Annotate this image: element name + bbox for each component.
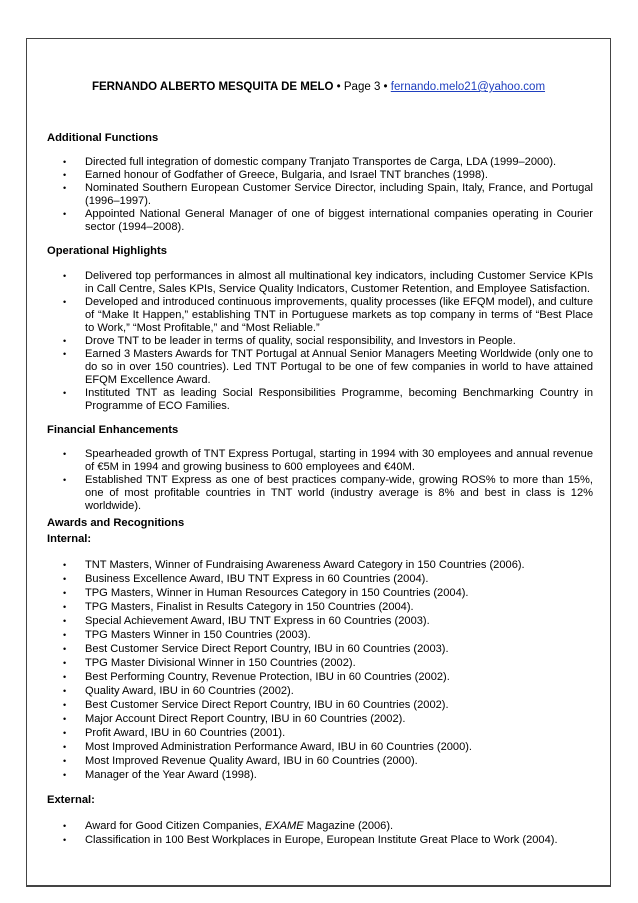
list-item (47, 296, 593, 335)
bullet-icon: • (63, 336, 67, 346)
bullet-icon: • (63, 388, 67, 398)
list-item (47, 586, 593, 600)
bullet-icon: • (63, 574, 67, 584)
bullet-icon: • (63, 560, 67, 570)
bullet-icon: • (63, 742, 67, 752)
list-item (47, 335, 593, 348)
item-text: Best Performing Country, Revenue Protection, IBU in 60 Countries (2002). (85, 671, 450, 683)
list-item (47, 684, 593, 698)
item-text: Directed full integration of domestic company Tranjato Transportes de Carga, LDA (1999–2000). (85, 156, 557, 168)
item-text: Nominated Southern European Customer Service Director, including Spain, Italy, France, and Portugal (1996–1997). (85, 182, 593, 207)
email-link[interactable]: fernando.melo21@yahoo.com (390, 81, 546, 93)
section-operational-highlights (47, 244, 593, 413)
bullet-icon: • (63, 630, 67, 640)
item-text: Most Improved Administration Performance Award, IBU in 60 Countries (2000). (85, 741, 473, 753)
header-separator: • (336, 81, 341, 93)
item-text: Major Account Direct Report Country, IBU in 60 Countries (2002). (85, 713, 406, 725)
item-text: Best Customer Service Direct Report Country, IBU in 60 Countries (2002). (85, 699, 449, 711)
bullet-icon: • (63, 644, 67, 654)
list-item (47, 169, 593, 182)
item-text: Classification in 100 Best Workplaces in Europe, European Institute Great Place to Work (2004). (85, 834, 558, 846)
section-title: Financial Enhancements (47, 424, 179, 436)
bullet-icon: • (63, 297, 67, 307)
item-text: Best Customer Service Direct Report Country, IBU in 60 Countries (2003). (85, 643, 449, 655)
section-title: Awards and Recognitions (47, 517, 185, 529)
item-text: Most Improved Revenue Quality Award, IBU in 60 Countries (2000). (85, 755, 418, 767)
bullet-icon: • (63, 728, 67, 738)
bullet-list (47, 448, 593, 513)
list-item (47, 600, 593, 614)
list-item (47, 819, 593, 833)
item-text: Drove TNT to be leader in terms of quality, social responsibility, and Investors in People. (85, 335, 516, 347)
item-text: Earned honour of Godfather of Greece, Bulgaria, and Israel TNT branches (1998). (85, 169, 488, 181)
list-item (47, 558, 593, 572)
item-text: TPG Masters, Finalist in Results Category in 150 Countries (2004). (85, 601, 414, 613)
list-item (47, 448, 593, 474)
bullet-icon: • (63, 770, 67, 780)
item-text: Manager of the Year Award (1998). (85, 769, 257, 781)
list-item (47, 182, 593, 208)
bullet-icon: • (63, 588, 67, 598)
bullet-icon: • (63, 616, 67, 626)
section-additional-functions (47, 131, 593, 234)
candidate-name: FERNANDO ALBERTO MESQUITA DE MELO (91, 81, 334, 93)
item-text: Profit Award, IBU in 60 Countries (2001). (85, 727, 286, 739)
list-item (47, 387, 593, 413)
list-item (47, 726, 593, 740)
item-text: Magazine (2006). (303, 820, 394, 832)
bullet-icon: • (63, 170, 67, 180)
bullet-icon: • (63, 672, 67, 682)
item-text: Spearheaded growth of TNT Express Portugal, starting in 1994 with 30 employees and annual revenue of €5M in 1994 and growing business to 600 employees and €40M. (85, 448, 593, 473)
resume-body (47, 131, 593, 847)
header-separator: • (383, 81, 388, 93)
list-item (47, 754, 593, 768)
subsection-title-internal: Internal: (47, 533, 92, 545)
item-text: Earned 3 Masters Awards for TNT Portugal at Annual Senior Managers Meeting Worldwide (only one to do so in over 150 countries). Led TNT Portugal to be one of few companies in world to have attained EFQM Excellence Award. (85, 348, 593, 386)
section-awards (47, 516, 593, 782)
list-item (47, 670, 593, 684)
bullet-list (47, 156, 593, 234)
bullet-icon: • (63, 658, 67, 668)
list-item (47, 270, 593, 296)
bullet-icon: • (63, 714, 67, 724)
item-text: TNT Masters, Winner of Fundraising Awareness Award Category in 150 Countries (2006). (85, 559, 525, 571)
bullet-icon: • (63, 756, 67, 766)
item-text: Developed and introduced continuous improvements, quality processes (like EFQM model), and culture of “Make It Happen,” establishing TNT in Portuguese markets as top company in terms of “Best Place to Work,” “Most Profitable,” and “Most Reliable.” (85, 296, 593, 334)
bullet-icon: • (63, 700, 67, 710)
item-text: Quality Award, IBU in 60 Countries (2002). (85, 685, 294, 697)
item-text: TPG Master Divisional Winner in 150 Countries (2002). (85, 657, 356, 669)
list-item (47, 572, 593, 586)
item-text: Established TNT Express as one of best practices company-wide, growing ROS% to more than 15%, one of most profitable countries in TNT world (industry average is 8% and best in class is 12% worldwide). (85, 474, 593, 512)
item-text: Instituted TNT as leading Social Responsibilities Programme, becoming Benchmarking Country in Programme of ECO Families. (85, 387, 593, 412)
bullet-icon: • (63, 821, 67, 831)
magazine-name: EXAME (264, 820, 304, 832)
section-title: Additional Functions (47, 132, 159, 144)
page-header (27, 81, 610, 93)
page-number: Page 3 (343, 81, 381, 93)
bullet-icon: • (63, 271, 67, 281)
bullet-icon: • (63, 209, 67, 219)
list-item (47, 348, 593, 387)
section-title: Operational Highlights (47, 245, 167, 257)
page-frame (26, 38, 611, 887)
bullet-icon: • (63, 602, 67, 612)
bullet-icon: • (63, 686, 67, 696)
item-text: Delivered top performances in almost all multinational key indicators, including Customer Service KPIs in Call Centre, Sales KPIs, Service Quality Indicators, Customer Retention, and Employee Satisfaction. (85, 270, 593, 295)
bullet-list (47, 270, 593, 413)
section-external-awards (47, 793, 593, 847)
list-item (47, 208, 593, 234)
item-text: Business Excellence Award, IBU TNT Express in 60 Countries (2004). (85, 573, 429, 585)
list-item (47, 833, 593, 847)
bullet-icon: • (63, 349, 67, 359)
list-item (47, 768, 593, 782)
list-item (47, 712, 593, 726)
bullet-list (47, 819, 593, 847)
list-item (47, 698, 593, 712)
bullet-icon: • (63, 157, 67, 167)
bullet-icon: • (63, 183, 67, 193)
list-item (47, 614, 593, 628)
list-item (47, 474, 593, 513)
item-text: Appointed National General Manager of one of biggest international companies operating in Courier sector (1994–2008). (85, 208, 593, 233)
list-item (47, 656, 593, 670)
list-item (47, 628, 593, 642)
bullet-icon: • (63, 835, 67, 845)
list-item (47, 156, 593, 169)
item-text: TPG Masters Winner in 150 Countries (2003). (85, 629, 311, 641)
item-text: Special Achievement Award, IBU TNT Express in 60 Countries (2003). (85, 615, 430, 627)
list-item (47, 740, 593, 754)
item-text: TPG Masters, Winner in Human Resources Category in 150 Countries (2004). (85, 587, 469, 599)
subsection-title-external: External: (47, 794, 95, 806)
bullet-icon: • (63, 475, 67, 485)
section-financial-enhancements (47, 423, 593, 513)
list-item (47, 642, 593, 656)
item-text: Award for Good Citizen Companies, (85, 820, 265, 832)
bullet-list (47, 558, 593, 782)
bullet-icon: • (63, 449, 67, 459)
